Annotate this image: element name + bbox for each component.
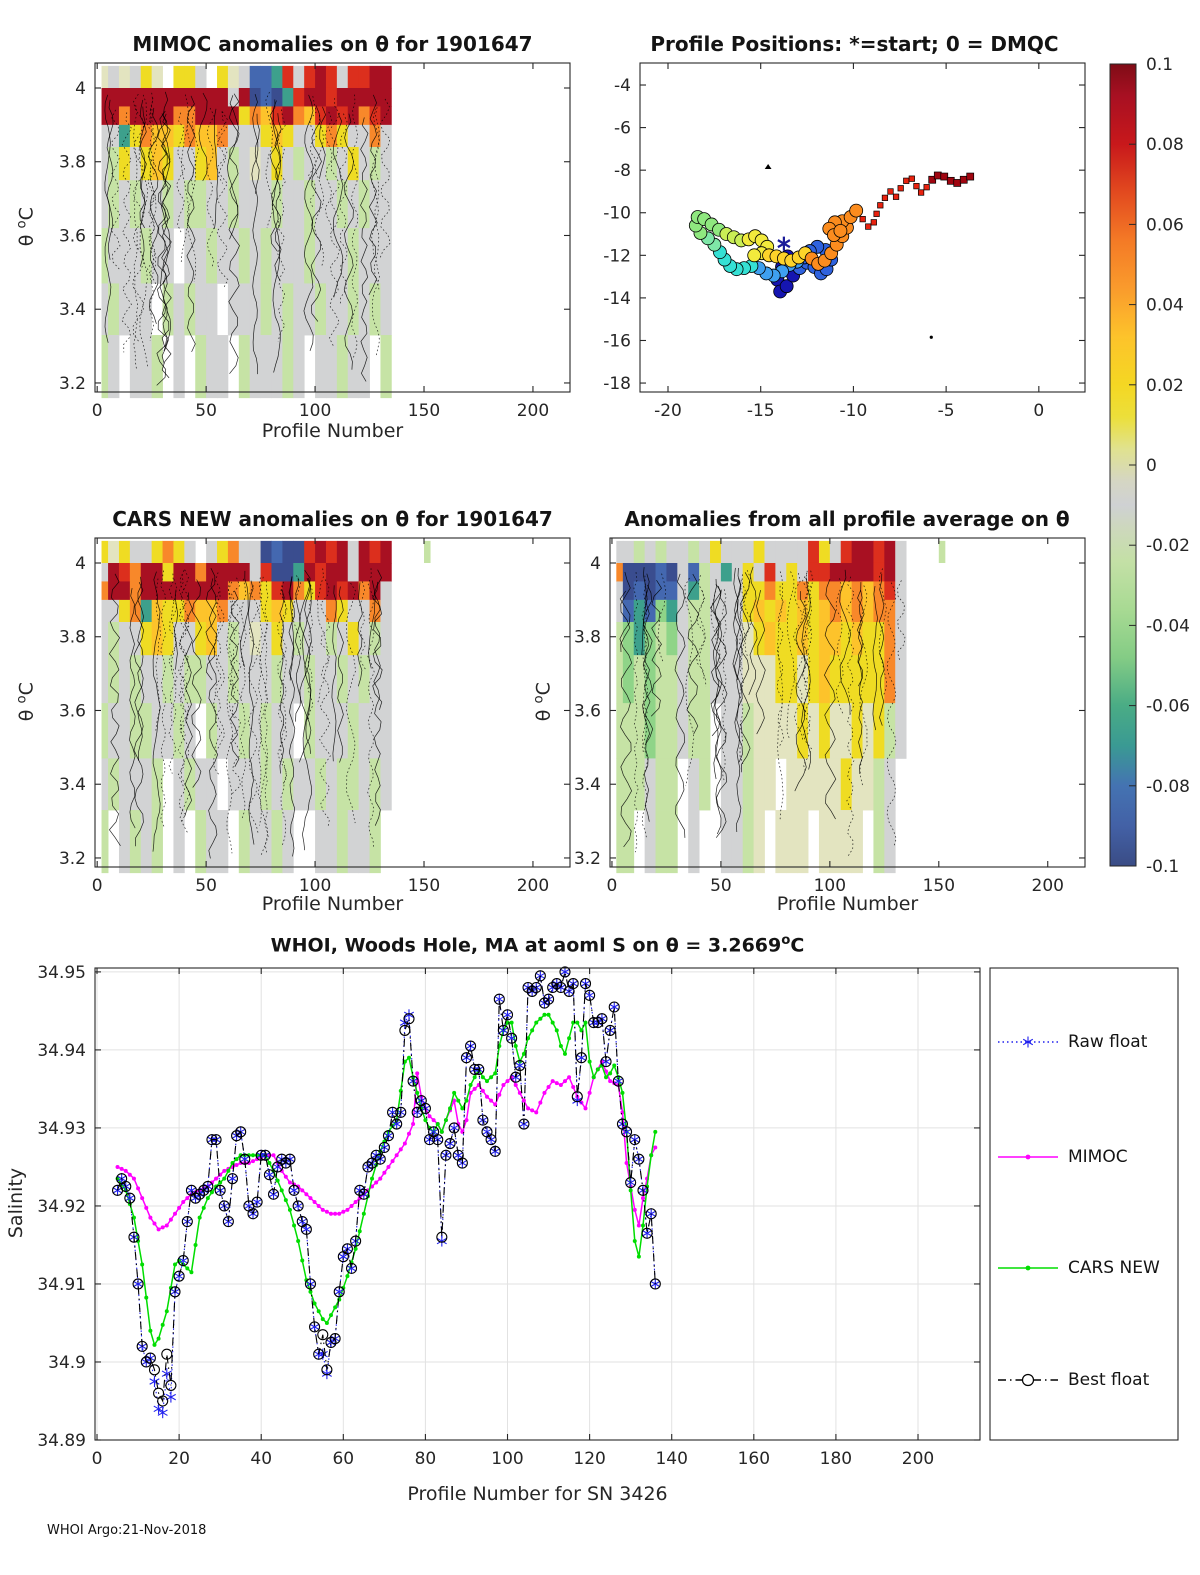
svg-text:3.4: 3.4	[58, 300, 86, 321]
allprof-heatmap	[574, 538, 1085, 896]
svg-text:-0.06: -0.06	[1146, 696, 1190, 717]
svg-text:150: 150	[922, 876, 956, 896]
svg-text:60: 60	[332, 1449, 355, 1469]
svg-text:-10: -10	[603, 203, 631, 224]
svg-text:34.94: 34.94	[37, 1040, 86, 1061]
svg-text:200: 200	[1031, 876, 1064, 896]
svg-text:-10: -10	[839, 401, 868, 421]
salinity-line-chart	[37, 963, 980, 1469]
unit-c: C	[532, 682, 555, 696]
allprof-plot-title: Anomalies from all profile average on θ	[624, 507, 1070, 531]
svg-text:3.8: 3.8	[573, 627, 601, 648]
svg-text:100: 100	[813, 876, 847, 896]
svg-text:120: 120	[573, 1449, 606, 1469]
svg-text:180: 180	[819, 1449, 853, 1469]
degree-sup: o	[531, 695, 547, 704]
svg-text:50: 50	[195, 401, 217, 421]
svg-text:3.6: 3.6	[573, 701, 601, 722]
salinity-title-sup: o	[781, 933, 791, 948]
degree-sup: o	[14, 220, 30, 229]
svg-text:3.8: 3.8	[58, 152, 86, 173]
mimoc-yaxis-label	[14, 167, 37, 287]
salinity-title-unit: C	[790, 934, 805, 957]
legend-label-mimoc: MIMOC	[1068, 1147, 1128, 1167]
svg-text:100: 100	[298, 401, 332, 421]
svg-text:34.9: 34.9	[48, 1352, 86, 1373]
svg-text:3.6: 3.6	[58, 226, 86, 247]
svg-text:160: 160	[737, 1449, 771, 1469]
legend-label-cars-new: CARS NEW	[1068, 1258, 1160, 1278]
svg-text:0: 0	[91, 1449, 103, 1469]
unit-c: C	[15, 682, 38, 696]
svg-text:-6: -6	[614, 118, 631, 139]
salinity-title-text: WHOI, Woods Hole, MA at aoml S on θ = 3.2669	[270, 934, 782, 957]
svg-text:34.93: 34.93	[37, 1118, 86, 1139]
svg-text:-14: -14	[603, 288, 631, 309]
legend-label-best-float: Best float	[1068, 1370, 1150, 1390]
svg-text:150: 150	[407, 876, 441, 896]
theta-symbol: θ	[15, 703, 38, 722]
cars-heatmap	[59, 538, 570, 896]
svg-text:34.95: 34.95	[37, 962, 86, 983]
svg-text:-12: -12	[603, 246, 631, 267]
svg-text:0: 0	[1033, 401, 1045, 421]
svg-text:40: 40	[250, 1449, 273, 1469]
salinity-plot-title	[95, 933, 980, 956]
svg-text:-0.1: -0.1	[1146, 857, 1180, 877]
svg-text:100: 100	[298, 876, 332, 896]
svg-text:-0.04: -0.04	[1146, 616, 1190, 637]
svg-text:200: 200	[516, 401, 550, 421]
cars-plot-title: CARS NEW anomalies on θ for 1901647	[112, 507, 553, 531]
svg-text:0.02: 0.02	[1146, 375, 1184, 396]
svg-text:3.2: 3.2	[58, 373, 86, 394]
svg-text:3.6: 3.6	[58, 701, 86, 722]
svg-text:-16: -16	[603, 331, 631, 352]
svg-text:0.04: 0.04	[1146, 295, 1184, 316]
svg-text:20: 20	[168, 1449, 190, 1469]
figure-footer-timestamp: WHOI Argo:21-Nov-2018	[47, 1523, 207, 1538]
svg-text:0: 0	[606, 876, 618, 896]
svg-text:3.2: 3.2	[58, 848, 86, 869]
svg-text:34.92: 34.92	[37, 1196, 86, 1217]
allprof-yaxis-label	[531, 642, 554, 762]
svg-text:0: 0	[1146, 456, 1157, 476]
cars-yaxis-label	[14, 642, 37, 762]
svg-text:80: 80	[414, 1449, 437, 1469]
anomaly-colorbar	[1110, 55, 1190, 877]
svg-text:0: 0	[91, 401, 103, 421]
salinity-yaxis-label: Salinity	[5, 1167, 27, 1239]
svg-text:50: 50	[710, 876, 732, 896]
cars-xaxis-label: Profile Number	[261, 893, 404, 915]
svg-text:3.4: 3.4	[573, 775, 601, 796]
degree-sup: o	[14, 695, 30, 704]
salinity-xaxis-label: Profile Number for SN 3426	[407, 1483, 668, 1505]
svg-text:-5: -5	[937, 401, 955, 421]
svg-text:-8: -8	[614, 161, 631, 182]
svg-text:0.06: 0.06	[1146, 215, 1184, 236]
svg-text:150: 150	[407, 401, 441, 421]
svg-text:-0.08: -0.08	[1146, 776, 1190, 797]
positions-map	[603, 63, 1085, 421]
svg-text:100: 100	[491, 1449, 524, 1469]
svg-text:34.89: 34.89	[37, 1431, 86, 1451]
svg-text:200: 200	[901, 1449, 935, 1469]
svg-text:-4: -4	[614, 76, 631, 97]
positions-plot-title: Profile Positions: *=start; 0 = DMQC	[650, 32, 1059, 56]
allprof-xaxis-label: Profile Number	[776, 893, 919, 915]
svg-text:3.2: 3.2	[573, 848, 601, 869]
mimoc-xaxis-label: Profile Number	[261, 420, 404, 442]
theta-symbol: θ	[15, 228, 38, 247]
svg-text:4: 4	[75, 553, 86, 574]
mimoc-plot-title: MIMOC anomalies on θ for 1901647	[132, 32, 533, 56]
svg-text:0.08: 0.08	[1146, 135, 1184, 156]
svg-text:3.8: 3.8	[58, 627, 86, 648]
svg-text:4: 4	[75, 78, 86, 99]
svg-text:200: 200	[516, 876, 550, 896]
svg-text:140: 140	[655, 1449, 688, 1469]
svg-text:0: 0	[91, 876, 103, 896]
svg-text:0.1: 0.1	[1146, 55, 1174, 75]
svg-text:-20: -20	[654, 401, 682, 421]
svg-text:50: 50	[195, 876, 217, 896]
svg-text:34.91: 34.91	[37, 1274, 86, 1295]
svg-text:-0.02: -0.02	[1146, 536, 1190, 557]
unit-c: C	[15, 207, 38, 221]
svg-text:4: 4	[590, 553, 601, 574]
svg-text:-15: -15	[746, 401, 775, 421]
mimoc-heatmap	[59, 63, 570, 421]
svg-text:3.4: 3.4	[58, 775, 86, 796]
svg-text:-18: -18	[603, 374, 631, 395]
theta-symbol: θ	[532, 703, 555, 722]
legend-label-raw-float: Raw float	[1068, 1032, 1148, 1052]
